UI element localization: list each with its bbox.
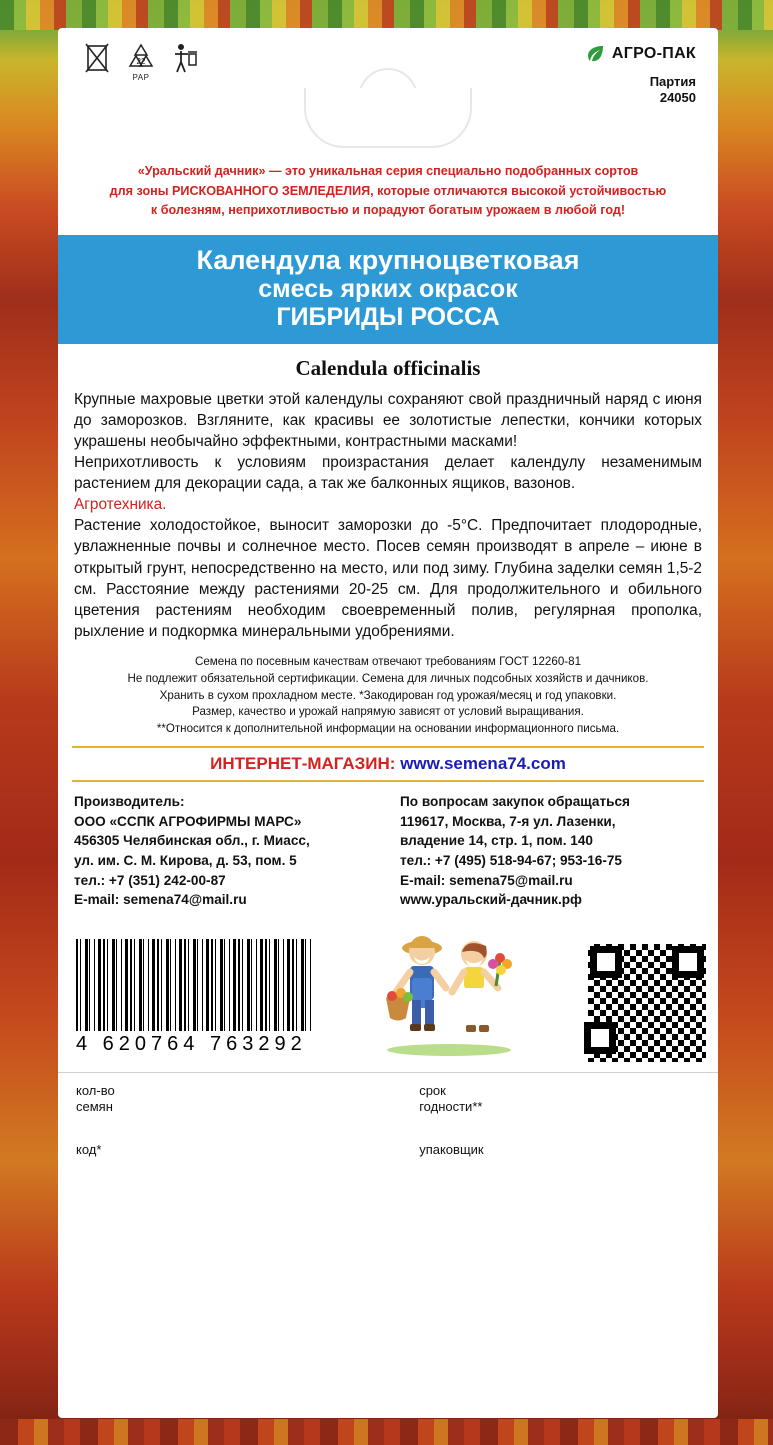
purchasing-column [400, 792, 702, 910]
fineprint-line-4: Размер, качество и урожай напрямую зависят от условий выращивания. [192, 705, 584, 719]
packet-header [58, 28, 718, 128]
description-paragraph-2: Неприхотливость к условиям произрастания делает календулу незаменимым растением для декорации сада, а так же балконных ящиков, вазонов. [74, 454, 702, 493]
manufacturer-phone: тел.: +7 (351) 242-00-87 [74, 872, 226, 888]
qr-code[interactable] [582, 938, 700, 1056]
fineprint-line-3: Хранить в сухом прохладном месте. *Закодирован год урожая/месяц и год упаковки. [159, 688, 617, 702]
packet-white-card [58, 28, 718, 1418]
pap-label: PAP [132, 73, 150, 82]
description-paragraph-1: Крупные махровые цветки этой календулы сохраняют свой праздничный наряд с июня до заморозков. Взгляните, как красивы ее золотистые лепестки, кончики которых украшены необычайно эффектными, контрастными масками! [74, 390, 702, 450]
contacts-block [58, 782, 718, 910]
manufacturer-column [74, 792, 384, 910]
field-seed-count-line-2: семян [76, 1099, 113, 1115]
gardener-couple-illustration [374, 926, 524, 1056]
field-seed-count-line-1: кол-во [76, 1083, 115, 1099]
latin-name: Calendula officinalis [295, 355, 481, 380]
agrotechnics-text: Растение холодостойкое, выносит заморозки до -5°С. Предпочитает плодородные, увлажненные почвы и солнечное место. Посев семян производят в апреле – июне в открытый грунт, непосредственно на место, или под зиму. Глубина заделки семян 1,5-2 см. Расстояние между растениями 20-25 см. Для продолжительного и обильного цветения растениям необходим своевременный полив, регулярная прополка, рыхление и подкормка минеральными удобрениями. [74, 517, 702, 640]
purchasing-address-1: 119617, Москва, 7-я ул. Лазенки, [400, 813, 616, 829]
description-block [58, 389, 718, 642]
field-packer [419, 1142, 700, 1158]
series-intro [80, 162, 696, 221]
svg-text:22: 22 [136, 57, 146, 66]
brand-name: АГРО-ПАК [611, 45, 696, 62]
hang-hole [304, 88, 472, 148]
product-title-line-2: смесь ярких окрасок [258, 274, 518, 303]
series-intro-line-2: для зоны РИСКОВАННОГО ЗЕМЛЕДЕЛИЯ, которые отличаются высокой устойчивостью [109, 183, 667, 198]
batch-label: Партия [649, 74, 696, 89]
product-title-band [58, 235, 718, 344]
brand-block [585, 44, 696, 107]
batch-number: 24050 [659, 90, 696, 106]
purchasing-phone: тел.: +7 (495) 518-94-67; 953-16-75 [400, 853, 622, 868]
field-seed-count [76, 1083, 357, 1116]
field-expiry [419, 1083, 700, 1116]
barcode-block [76, 939, 316, 1056]
fineprint-line-1: Семена по посевным качествам отвечают требованиям ГОСТ 12260-81 [194, 654, 582, 668]
bottom-fields [58, 1072, 718, 1184]
product-title-line-3: ГИБРИДЫ РОССА [276, 303, 500, 332]
bottom-fields-left [76, 1083, 357, 1184]
fineprint-line-2: Не подлежит обязательной сертификации. Семена для личных подсобных хозяйств и дачников. [127, 671, 649, 685]
field-expiry-line-2: годности** [419, 1099, 483, 1115]
manufacturer-email[interactable]: E-mail: semena74@mail.ru [74, 892, 247, 908]
product-title-line-1: Календула крупноцветковая [196, 244, 580, 275]
field-expiry-line-1: срок [419, 1083, 446, 1099]
purchasing-website[interactable]: www.уральский-дачник.рф [400, 892, 582, 908]
leaf-icon [585, 44, 605, 64]
field-code [76, 1142, 357, 1158]
series-intro-line-1: «Уральский дачник» — это уникальная серия специально подобранных сортов [137, 164, 639, 178]
field-code-line-1: код* [76, 1141, 102, 1157]
purchasing-heading: По вопросам закупок обращаться [400, 793, 630, 809]
online-shop-label: ИНТЕРНЕТ-МАГАЗИН: [210, 753, 396, 773]
fineprint-block [74, 654, 702, 738]
codes-row [58, 910, 718, 1056]
recycling-icon-group [80, 42, 202, 82]
bottom-fields-right [419, 1083, 700, 1184]
recycle-pap-22-icon [124, 42, 158, 82]
manufacturer-heading: Производитель: [74, 793, 185, 809]
batch-block [585, 74, 696, 107]
manufacturer-address-2: ул. им. С. М. Кирова, д. 53, пом. 5 [74, 853, 297, 868]
barcode-digits: 4 620764 763292 [76, 1033, 307, 1056]
barcode-bars [76, 939, 312, 1031]
field-packer-line-1: упаковщик [419, 1141, 484, 1157]
keep-clean-bin-icon [168, 42, 202, 75]
purchasing-email[interactable]: E-mail: semena75@mail.ru [400, 872, 573, 888]
online-shop-url[interactable]: www.semena74.com [400, 753, 566, 773]
purchasing-address-2: владение 14, стр. 1, пом. 140 [400, 833, 593, 849]
online-shop-line [58, 748, 718, 780]
fineprint-line-5: **Относится к дополнительной информации на основании информационного письма. [156, 722, 620, 736]
no-litter-crossed-icon [80, 42, 114, 77]
series-intro-line-3: к болезням, неприхотливостью и порадуют богатым урожаем в любой год! [150, 203, 626, 218]
manufacturer-address-1: 456305 Челябинская обл., г. Миасс, [74, 833, 310, 849]
agrotechnics-heading: Агротехника. [74, 496, 167, 514]
manufacturer-company: ООО «ССПК АГРОФИРМЫ МАРС» [74, 813, 302, 829]
